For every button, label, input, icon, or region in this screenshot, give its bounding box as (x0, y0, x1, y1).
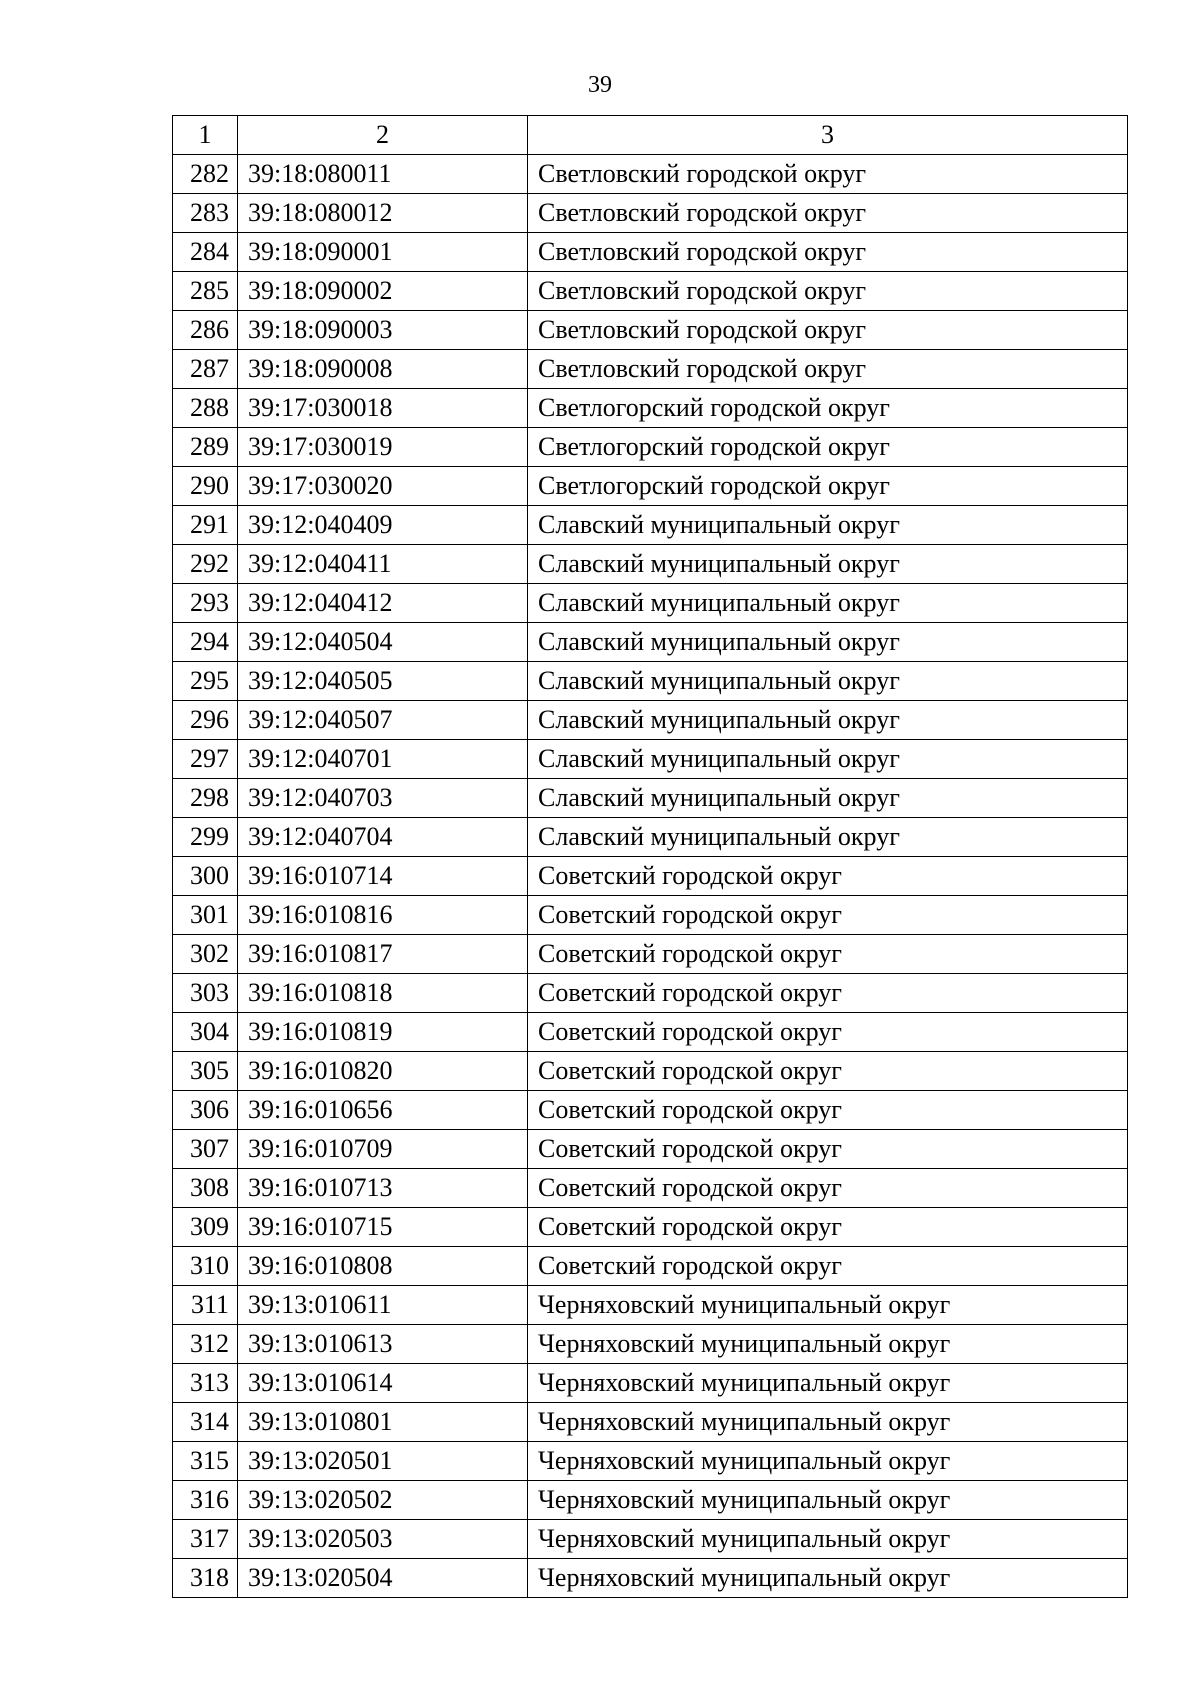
row-number: 316 (173, 1481, 238, 1520)
cadastral-code: 39:16:010656 (238, 1091, 528, 1130)
row-number: 302 (173, 935, 238, 974)
district-name: Советский городской округ (528, 1247, 1128, 1286)
table-row (173, 1286, 1128, 1325)
district-name: Светловский городской округ (528, 350, 1128, 389)
cadastral-code: 39:12:040409 (238, 506, 528, 545)
table-row (173, 467, 1128, 506)
cadastral-code: 39:16:010818 (238, 974, 528, 1013)
district-name: Советский городской округ (528, 1208, 1128, 1247)
district-name: Славский муниципальный округ (528, 740, 1128, 779)
table-row (173, 1481, 1128, 1520)
table-row (173, 1052, 1128, 1091)
cadastral-code: 39:16:010709 (238, 1130, 528, 1169)
district-name: Светловский городской округ (528, 272, 1128, 311)
table-row (173, 1247, 1128, 1286)
table-row (173, 428, 1128, 467)
cadastral-code: 39:18:090001 (238, 233, 528, 272)
row-number: 300 (173, 857, 238, 896)
cadastral-code: 39:17:030018 (238, 389, 528, 428)
district-name: Славский муниципальный округ (528, 779, 1128, 818)
row-number: 284 (173, 233, 238, 272)
district-name: Советский городской округ (528, 857, 1128, 896)
row-number: 289 (173, 428, 238, 467)
table-row (173, 1559, 1128, 1598)
table-row (173, 740, 1128, 779)
district-name: Советский городской округ (528, 1013, 1128, 1052)
district-name: Черняховский муниципальный округ (528, 1364, 1128, 1403)
row-number: 293 (173, 584, 238, 623)
table-row (173, 779, 1128, 818)
row-number: 287 (173, 350, 238, 389)
cadastral-code: 39:16:010715 (238, 1208, 528, 1247)
district-name: Черняховский муниципальный округ (528, 1325, 1128, 1364)
district-name: Светловский городской округ (528, 155, 1128, 194)
district-name: Славский муниципальный округ (528, 662, 1128, 701)
cadastral-code: 39:12:040703 (238, 779, 528, 818)
table-row (173, 1364, 1128, 1403)
table-row (173, 1208, 1128, 1247)
district-name: Черняховский муниципальный округ (528, 1286, 1128, 1325)
row-number: 309 (173, 1208, 238, 1247)
cadastral-code: 39:12:040701 (238, 740, 528, 779)
cadastral-code: 39:18:090008 (238, 350, 528, 389)
cadastral-code: 39:16:010817 (238, 935, 528, 974)
table-row (173, 1442, 1128, 1481)
district-name: Светловский городской округ (528, 311, 1128, 350)
cadastral-code: 39:16:010714 (238, 857, 528, 896)
row-number: 304 (173, 1013, 238, 1052)
table-row (173, 974, 1128, 1013)
row-number: 295 (173, 662, 238, 701)
district-name: Светловский городской округ (528, 233, 1128, 272)
table-row (173, 857, 1128, 896)
district-name: Черняховский муниципальный округ (528, 1559, 1128, 1598)
row-number: 288 (173, 389, 238, 428)
row-number: 301 (173, 896, 238, 935)
district-name: Советский городской округ (528, 1052, 1128, 1091)
table-row (173, 272, 1128, 311)
district-name: Черняховский муниципальный округ (528, 1403, 1128, 1442)
cadastral-code: 39:16:010808 (238, 1247, 528, 1286)
table-row (173, 935, 1128, 974)
table-row (173, 662, 1128, 701)
cadastral-code: 39:12:040411 (238, 545, 528, 584)
table-row (173, 896, 1128, 935)
cadastral-code: 39:12:040507 (238, 701, 528, 740)
cadastral-code: 39:18:090002 (238, 272, 528, 311)
cadastral-code: 39:12:040412 (238, 584, 528, 623)
cadastral-code: 39:13:020503 (238, 1520, 528, 1559)
row-number: 317 (173, 1520, 238, 1559)
column-header-number: 1 (173, 116, 238, 155)
row-number: 313 (173, 1364, 238, 1403)
district-name: Светлогорский городской округ (528, 467, 1128, 506)
cadastral-code: 39:18:080011 (238, 155, 528, 194)
table-row (173, 584, 1128, 623)
cadastral-code: 39:13:010801 (238, 1403, 528, 1442)
cadastral-code: 39:13:010613 (238, 1325, 528, 1364)
table-row (173, 506, 1128, 545)
row-number: 285 (173, 272, 238, 311)
row-number: 283 (173, 194, 238, 233)
row-number: 315 (173, 1442, 238, 1481)
district-name: Советский городской округ (528, 974, 1128, 1013)
district-name: Советский городской округ (528, 1130, 1128, 1169)
row-number: 305 (173, 1052, 238, 1091)
row-number: 296 (173, 701, 238, 740)
district-name: Советский городской округ (528, 1169, 1128, 1208)
cadastral-code: 39:13:020501 (238, 1442, 528, 1481)
district-name: Черняховский муниципальный округ (528, 1442, 1128, 1481)
row-number: 292 (173, 545, 238, 584)
cadastral-code: 39:13:010614 (238, 1364, 528, 1403)
table-row (173, 818, 1128, 857)
row-number: 311 (173, 1286, 238, 1325)
table-row (173, 545, 1128, 584)
row-number: 306 (173, 1091, 238, 1130)
district-name: Светлогорский городской округ (528, 389, 1128, 428)
cadastral-code: 39:16:010819 (238, 1013, 528, 1052)
table-row (173, 1169, 1128, 1208)
table-row (173, 1130, 1128, 1169)
row-number: 299 (173, 818, 238, 857)
page-number: 39 (588, 72, 612, 98)
cadastral-quarters-table (172, 115, 1128, 1598)
district-name: Славский муниципальный округ (528, 701, 1128, 740)
district-name: Славский муниципальный округ (528, 623, 1128, 662)
row-number: 318 (173, 1559, 238, 1598)
district-name: Черняховский муниципальный округ (528, 1481, 1128, 1520)
row-number: 291 (173, 506, 238, 545)
table-row (173, 389, 1128, 428)
district-name: Светлогорский городской округ (528, 428, 1128, 467)
row-number: 310 (173, 1247, 238, 1286)
cadastral-code: 39:12:040504 (238, 623, 528, 662)
cadastral-code: 39:17:030019 (238, 428, 528, 467)
row-number: 282 (173, 155, 238, 194)
district-name: Славский муниципальный округ (528, 545, 1128, 584)
row-number: 307 (173, 1130, 238, 1169)
table-row (173, 350, 1128, 389)
cadastral-code: 39:13:020504 (238, 1559, 528, 1598)
table-row (173, 1325, 1128, 1364)
cadastral-code: 39:16:010816 (238, 896, 528, 935)
row-number: 312 (173, 1325, 238, 1364)
cadastral-code: 39:13:010611 (238, 1286, 528, 1325)
cadastral-code: 39:13:020502 (238, 1481, 528, 1520)
district-name: Славский муниципальный округ (528, 584, 1128, 623)
cadastral-code: 39:12:040704 (238, 818, 528, 857)
cadastral-code: 39:18:080012 (238, 194, 528, 233)
district-name: Советский городской округ (528, 896, 1128, 935)
district-name: Славский муниципальный округ (528, 818, 1128, 857)
row-number: 303 (173, 974, 238, 1013)
cadastral-code: 39:16:010820 (238, 1052, 528, 1091)
table-row (173, 194, 1128, 233)
table-row (173, 623, 1128, 662)
district-name: Советский городской округ (528, 935, 1128, 974)
cadastral-code: 39:17:030020 (238, 467, 528, 506)
row-number: 314 (173, 1403, 238, 1442)
cadastral-code: 39:12:040505 (238, 662, 528, 701)
cadastral-code: 39:16:010713 (238, 1169, 528, 1208)
district-name: Светловский городской округ (528, 194, 1128, 233)
table-header-row (173, 116, 1128, 155)
table-row (173, 1403, 1128, 1442)
table-row (173, 1520, 1128, 1559)
table-row (173, 701, 1128, 740)
column-header-cadastral-code: 2 (238, 116, 528, 155)
table-row (173, 311, 1128, 350)
row-number: 308 (173, 1169, 238, 1208)
row-number: 294 (173, 623, 238, 662)
table-row (173, 155, 1128, 194)
district-name: Советский городской округ (528, 1091, 1128, 1130)
district-name: Славский муниципальный округ (528, 506, 1128, 545)
table-row (173, 1091, 1128, 1130)
column-header-district: 3 (528, 116, 1128, 155)
row-number: 298 (173, 779, 238, 818)
row-number: 290 (173, 467, 238, 506)
row-number: 297 (173, 740, 238, 779)
table-row (173, 233, 1128, 272)
table-row (173, 1013, 1128, 1052)
district-name: Черняховский муниципальный округ (528, 1520, 1128, 1559)
table-body (173, 155, 1128, 1598)
cadastral-code: 39:18:090003 (238, 311, 528, 350)
row-number: 286 (173, 311, 238, 350)
